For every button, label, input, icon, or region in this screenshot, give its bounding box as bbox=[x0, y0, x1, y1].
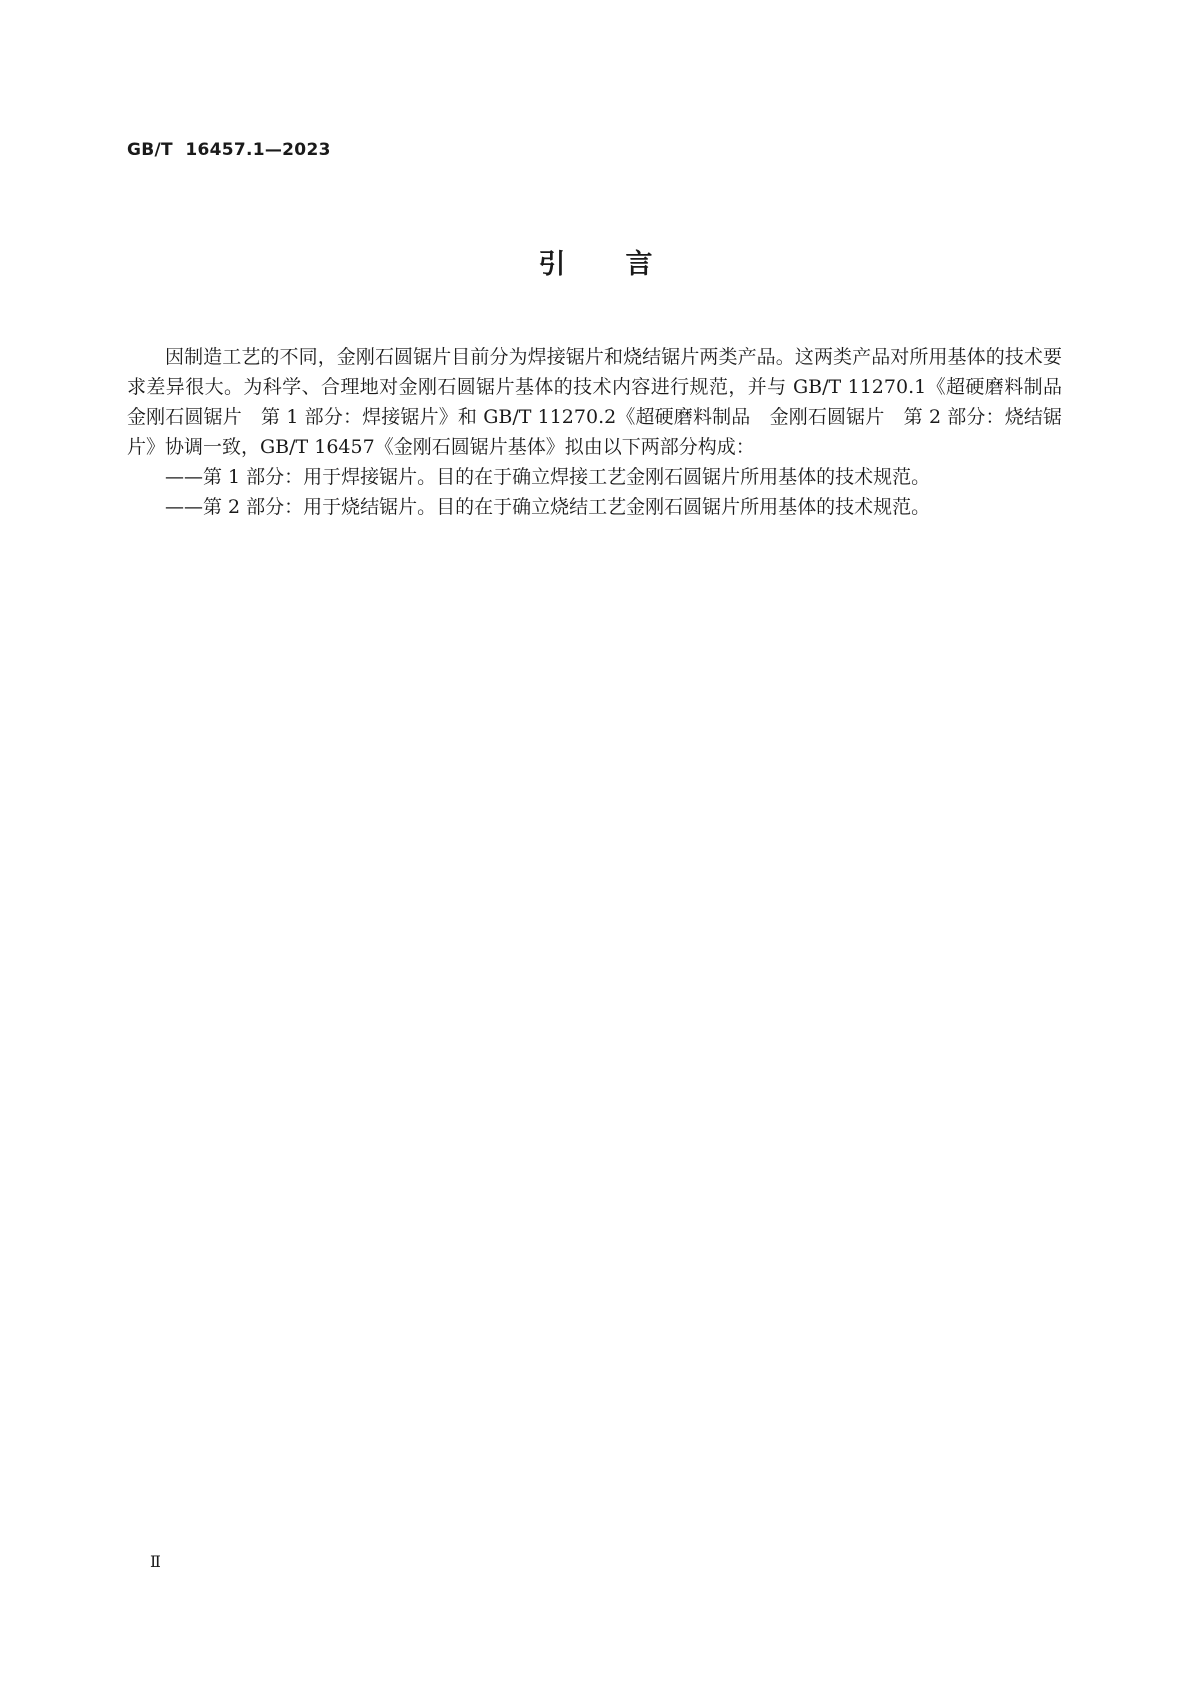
list-item-part-2: ——第 2 部分：用于烧结锯片。目的在于确立烧结工艺金刚石圆锯片所用基体的技术规范。 bbox=[165, 496, 931, 518]
list-item-part-1: ——第 1 部分：用于焊接锯片。目的在于确立焊接工艺金刚石圆锯片所用基体的技术规范。 bbox=[165, 466, 931, 488]
document-body bbox=[127, 342, 1082, 522]
standard-code: GB/T 16457.1—2023 bbox=[127, 140, 331, 160]
section-title: 引言 bbox=[538, 249, 713, 280]
page-number: Ⅱ bbox=[150, 1552, 161, 1571]
intro-paragraph: 因制造工艺的不同，金刚石圆锯片目前分为焊接锯片和烧结锯片两类产品。这两类产品对所用基体的技术要求差异很大。为科学、合理地对金刚石圆锯片基体的技术内容进行规范，并与 GB/T 11270.1《超硬磨料制品 金刚石圆锯片 第 1 部分：焊接锯片》和 GB/T 11270.2《超硬磨料制品 金刚石圆锯片 第 2 部分：烧结锯片》协调一致，GB/T 16457《金刚石圆锯片基体》拟由以下两部分构成： bbox=[127, 346, 1082, 458]
